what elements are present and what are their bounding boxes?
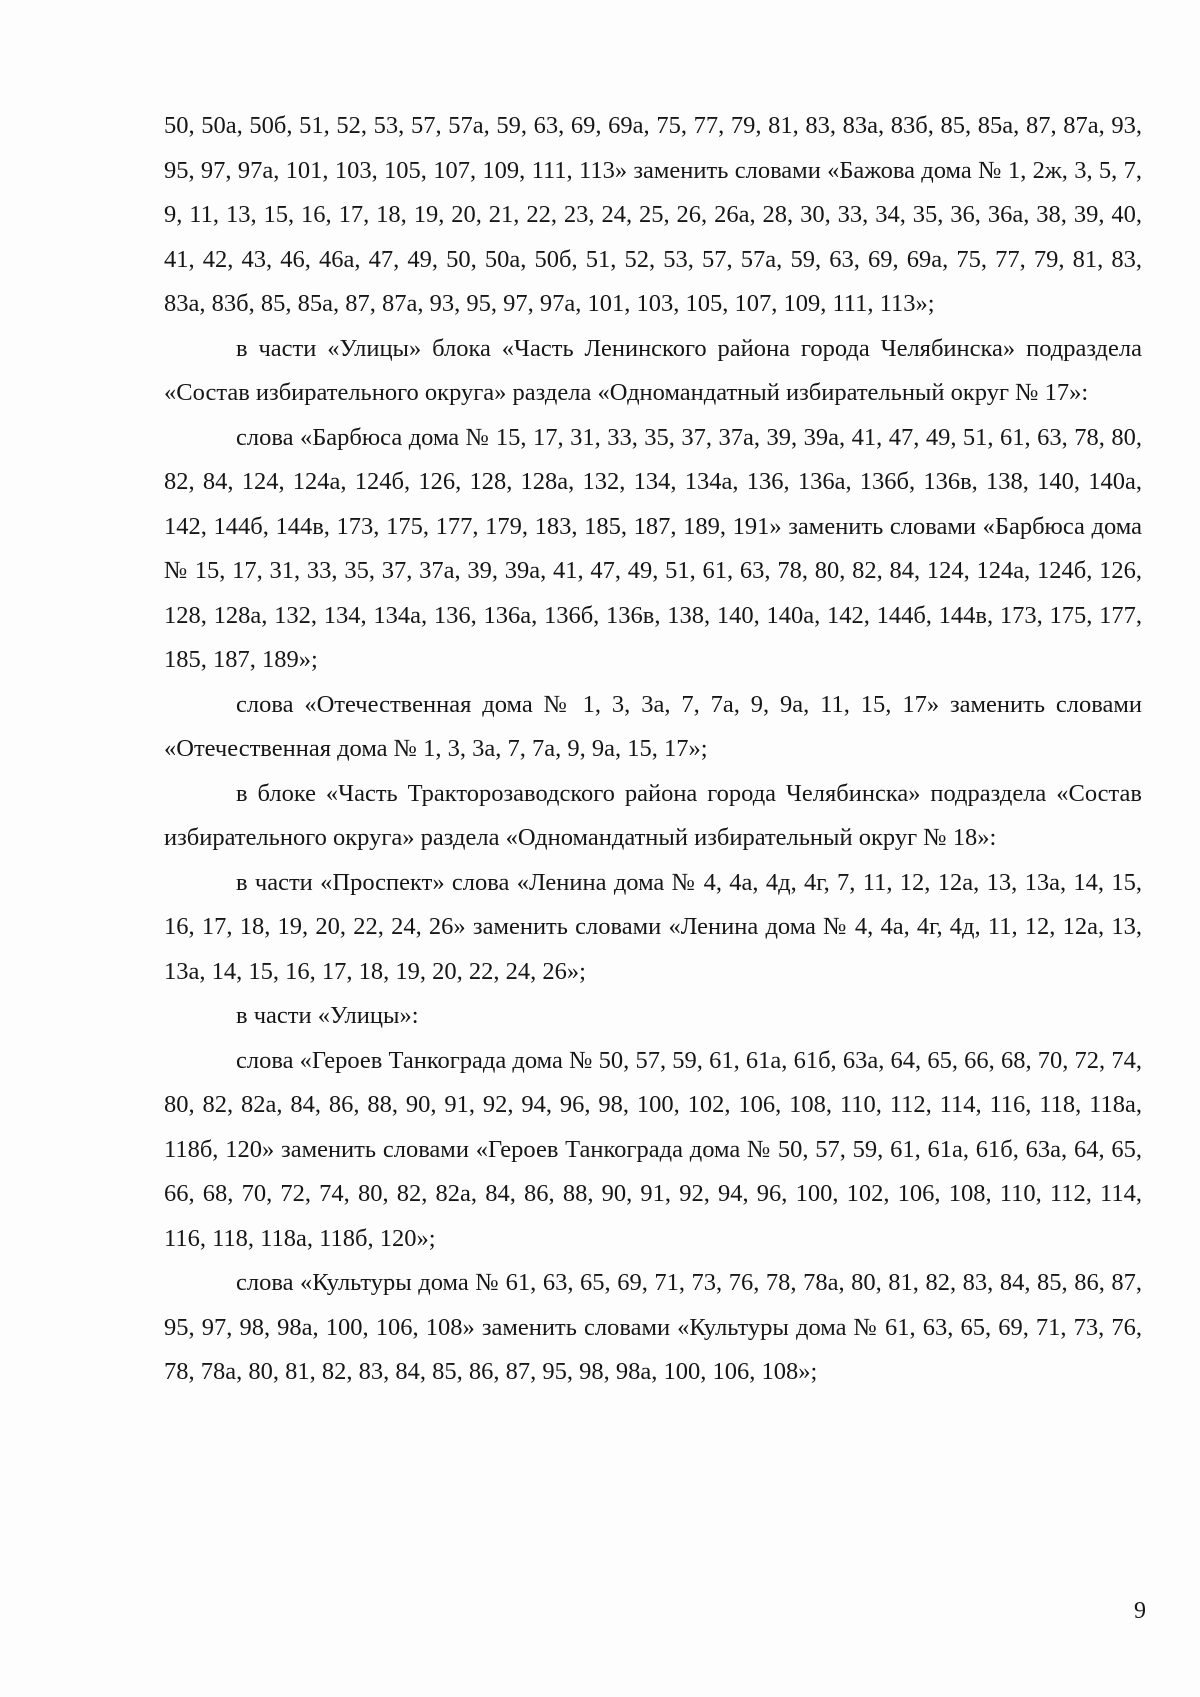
- paragraph-traktorozavodsky-district: в блоке «Часть Тракторозаводского района города Челябинска» подраздела «Состав избирательного округа» раздела «Одномандатный избирательный округ № 18»:: [164, 779, 1142, 851]
- paragraph-kultury: слова «Культуры дома № 61, 63, 65, 69, 71, 73, 76, 78, 78а, 80, 81, 82, 83, 84, 85, 86, 87, 95, 97, 98, 98а, 100, 106, 108» заменить словами «Культуры дома № 61, 63, 65, 69, 71, 73, 76, 78, 78а, 80, 81, 82, 83, 84, 85, 86, 87, 95, 98, 98а, 100, 106, 108»;: [164, 1269, 1142, 1385]
- paragraph-geroev-tankograda: слова «Героев Танкограда дома № 50, 57, 59, 61, 61а, 61б, 63а, 64, 65, 66, 68, 70, 72, 74, 80, 82, 82а, 84, 86, 88, 90, 91, 92, 94, 96, 98, 100, 102, 106, 108, 110, 112, 114, 116, 118, 118а, 118б, 120» заменить словами «Героев Танкограда дома № 50, 57, 59, 61, 61а, 61б, 63а, 64, 65, 66, 68, 70, 72, 74, 80, 82, 82а, 84, 86, 88, 90, 91, 92, 94, 96, 100, 102, 106, 108, 110, 112, 114, 116, 118, 118а, 118б, 120»;: [164, 1046, 1142, 1252]
- paragraph-otechestvennaya: слова «Отечественная дома № 1, 3, 3а, 7, 7а, 9, 9а, 11, 15, 17» заменить словами «Отечественная дома № 1, 3, 3а, 7, 7а, 9, 9а, 15, 17»;: [164, 690, 1142, 762]
- document-body: [164, 104, 1142, 1395]
- paragraph-ulitsy-heading: в части «Улицы»:: [236, 1002, 419, 1029]
- paragraph-continuation-bazhova: 50, 50а, 50б, 51, 52, 53, 57, 57а, 59, 63, 69, 69а, 75, 77, 79, 81, 83, 83а, 83б, 85, 85а, 87, 87а, 93, 95, 97, 97а, 101, 103, 105, 107, 109, 111, 113» заменить словами «Бажова дома № 1, 2ж, 3, 5, 7, 9, 11, 13, 15, 16, 17, 18, 19, 20, 21, 22, 23, 24, 25, 26, 26а, 28, 30, 33, 34, 35, 36, 36а, 38, 39, 40, 41, 42, 43, 46, 46а, 47, 49, 50, 50а, 50б, 51, 52, 53, 57, 57а, 59, 63, 69, 69а, 75, 77, 79, 81, 83, 83а, 83б, 85, 85а, 87, 87а, 93, 95, 97, 97а, 101, 103, 105, 107, 109, 111, 113»;: [164, 112, 1142, 317]
- page-number: 9: [1134, 1598, 1146, 1624]
- paragraph-barbyusa: слова «Барбюса дома № 15, 17, 31, 33, 35, 37, 37а, 39, 39а, 41, 47, 49, 51, 61, 63, 78, 80, 82, 84, 124, 124а, 124б, 126, 128, 128а, 132, 134, 134а, 136, 136а, 136б, 136в, 138, 140, 140а, 142, 144б, 144в, 173, 175, 177, 179, 183, 185, 187, 189, 191» заменить словами «Барбюса дома № 15, 17, 31, 33, 35, 37, 37а, 39, 39а, 41, 47, 49, 51, 61, 63, 78, 80, 82, 84, 124, 124а, 124б, 126, 128, 128а, 132, 134, 134а, 136, 136а, 136б, 136в, 138, 140, 140а, 142, 144б, 144в, 173, 175, 177, 185, 187, 189»;: [164, 423, 1142, 673]
- paragraph-prospekt-lenina: в части «Проспект» слова «Ленина дома № 4, 4а, 4д, 4г, 7, 11, 12, 12а, 13, 13а, 14, 15, 16, 17, 18, 19, 20, 22, 24, 26» заменить словами «Ленина дома № 4, 4а, 4г, 4д, 11, 12, 12а, 13, 13а, 14, 15, 16, 17, 18, 19, 20, 22, 24, 26»;: [164, 868, 1142, 985]
- paragraph-leninsky-district: в части «Улицы» блока «Часть Ленинского района города Челябинска» подраздела «Состав избирательного округа» раздела «Одномандатный избирательный округ № 17»:: [164, 334, 1142, 406]
